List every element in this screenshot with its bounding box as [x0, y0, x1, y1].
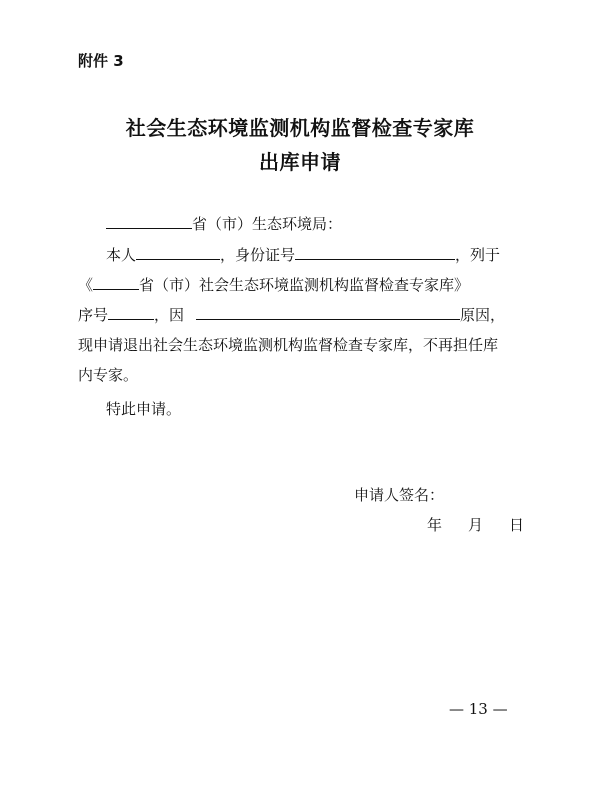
- reason-label: ，因: [154, 306, 185, 324]
- name-blank[interactable]: [136, 245, 220, 260]
- attachment-label: 附件 3: [78, 52, 124, 70]
- applicant-line: [106, 244, 500, 265]
- reason-blank[interactable]: [196, 305, 460, 320]
- page-number: — 13 —: [449, 700, 508, 718]
- date-year: 年: [427, 516, 443, 534]
- reason-line: [78, 304, 505, 325]
- serial-label: 序号: [78, 306, 109, 324]
- date-day: 日: [509, 516, 525, 534]
- library-name-text: 省（市）社会生态环境监测机构监督检查专家库》: [139, 276, 470, 294]
- id-number-blank[interactable]: [295, 245, 455, 260]
- withdraw-text-line-2: 内专家。: [78, 366, 139, 384]
- listed-in-text: ，列于: [455, 246, 501, 264]
- library-line: [78, 274, 469, 295]
- province-blank[interactable]: [106, 214, 192, 229]
- library-province-blank[interactable]: [93, 275, 139, 290]
- date-month: 月: [468, 516, 484, 534]
- reason-suffix: 原因，: [460, 306, 506, 324]
- title-line-2: 出库申请: [259, 150, 341, 174]
- id-label: ，身份证号: [220, 246, 296, 264]
- applicant-prefix: 本人: [106, 246, 137, 264]
- closing-text: 特此申请。: [106, 400, 182, 418]
- salutation-text: 省（市）生态环境局：: [192, 215, 343, 233]
- title-line-1: 社会生态环境监测机构监督检查专家库: [125, 116, 475, 140]
- salutation-line: [106, 213, 342, 234]
- signature-label: 申请人签名：: [354, 486, 445, 504]
- withdraw-text-line: 现申请退出社会生态环境监测机构监督检查专家库，不再担任库: [78, 336, 499, 354]
- bracket-open: 《: [78, 276, 94, 294]
- serial-number-blank[interactable]: [108, 305, 154, 320]
